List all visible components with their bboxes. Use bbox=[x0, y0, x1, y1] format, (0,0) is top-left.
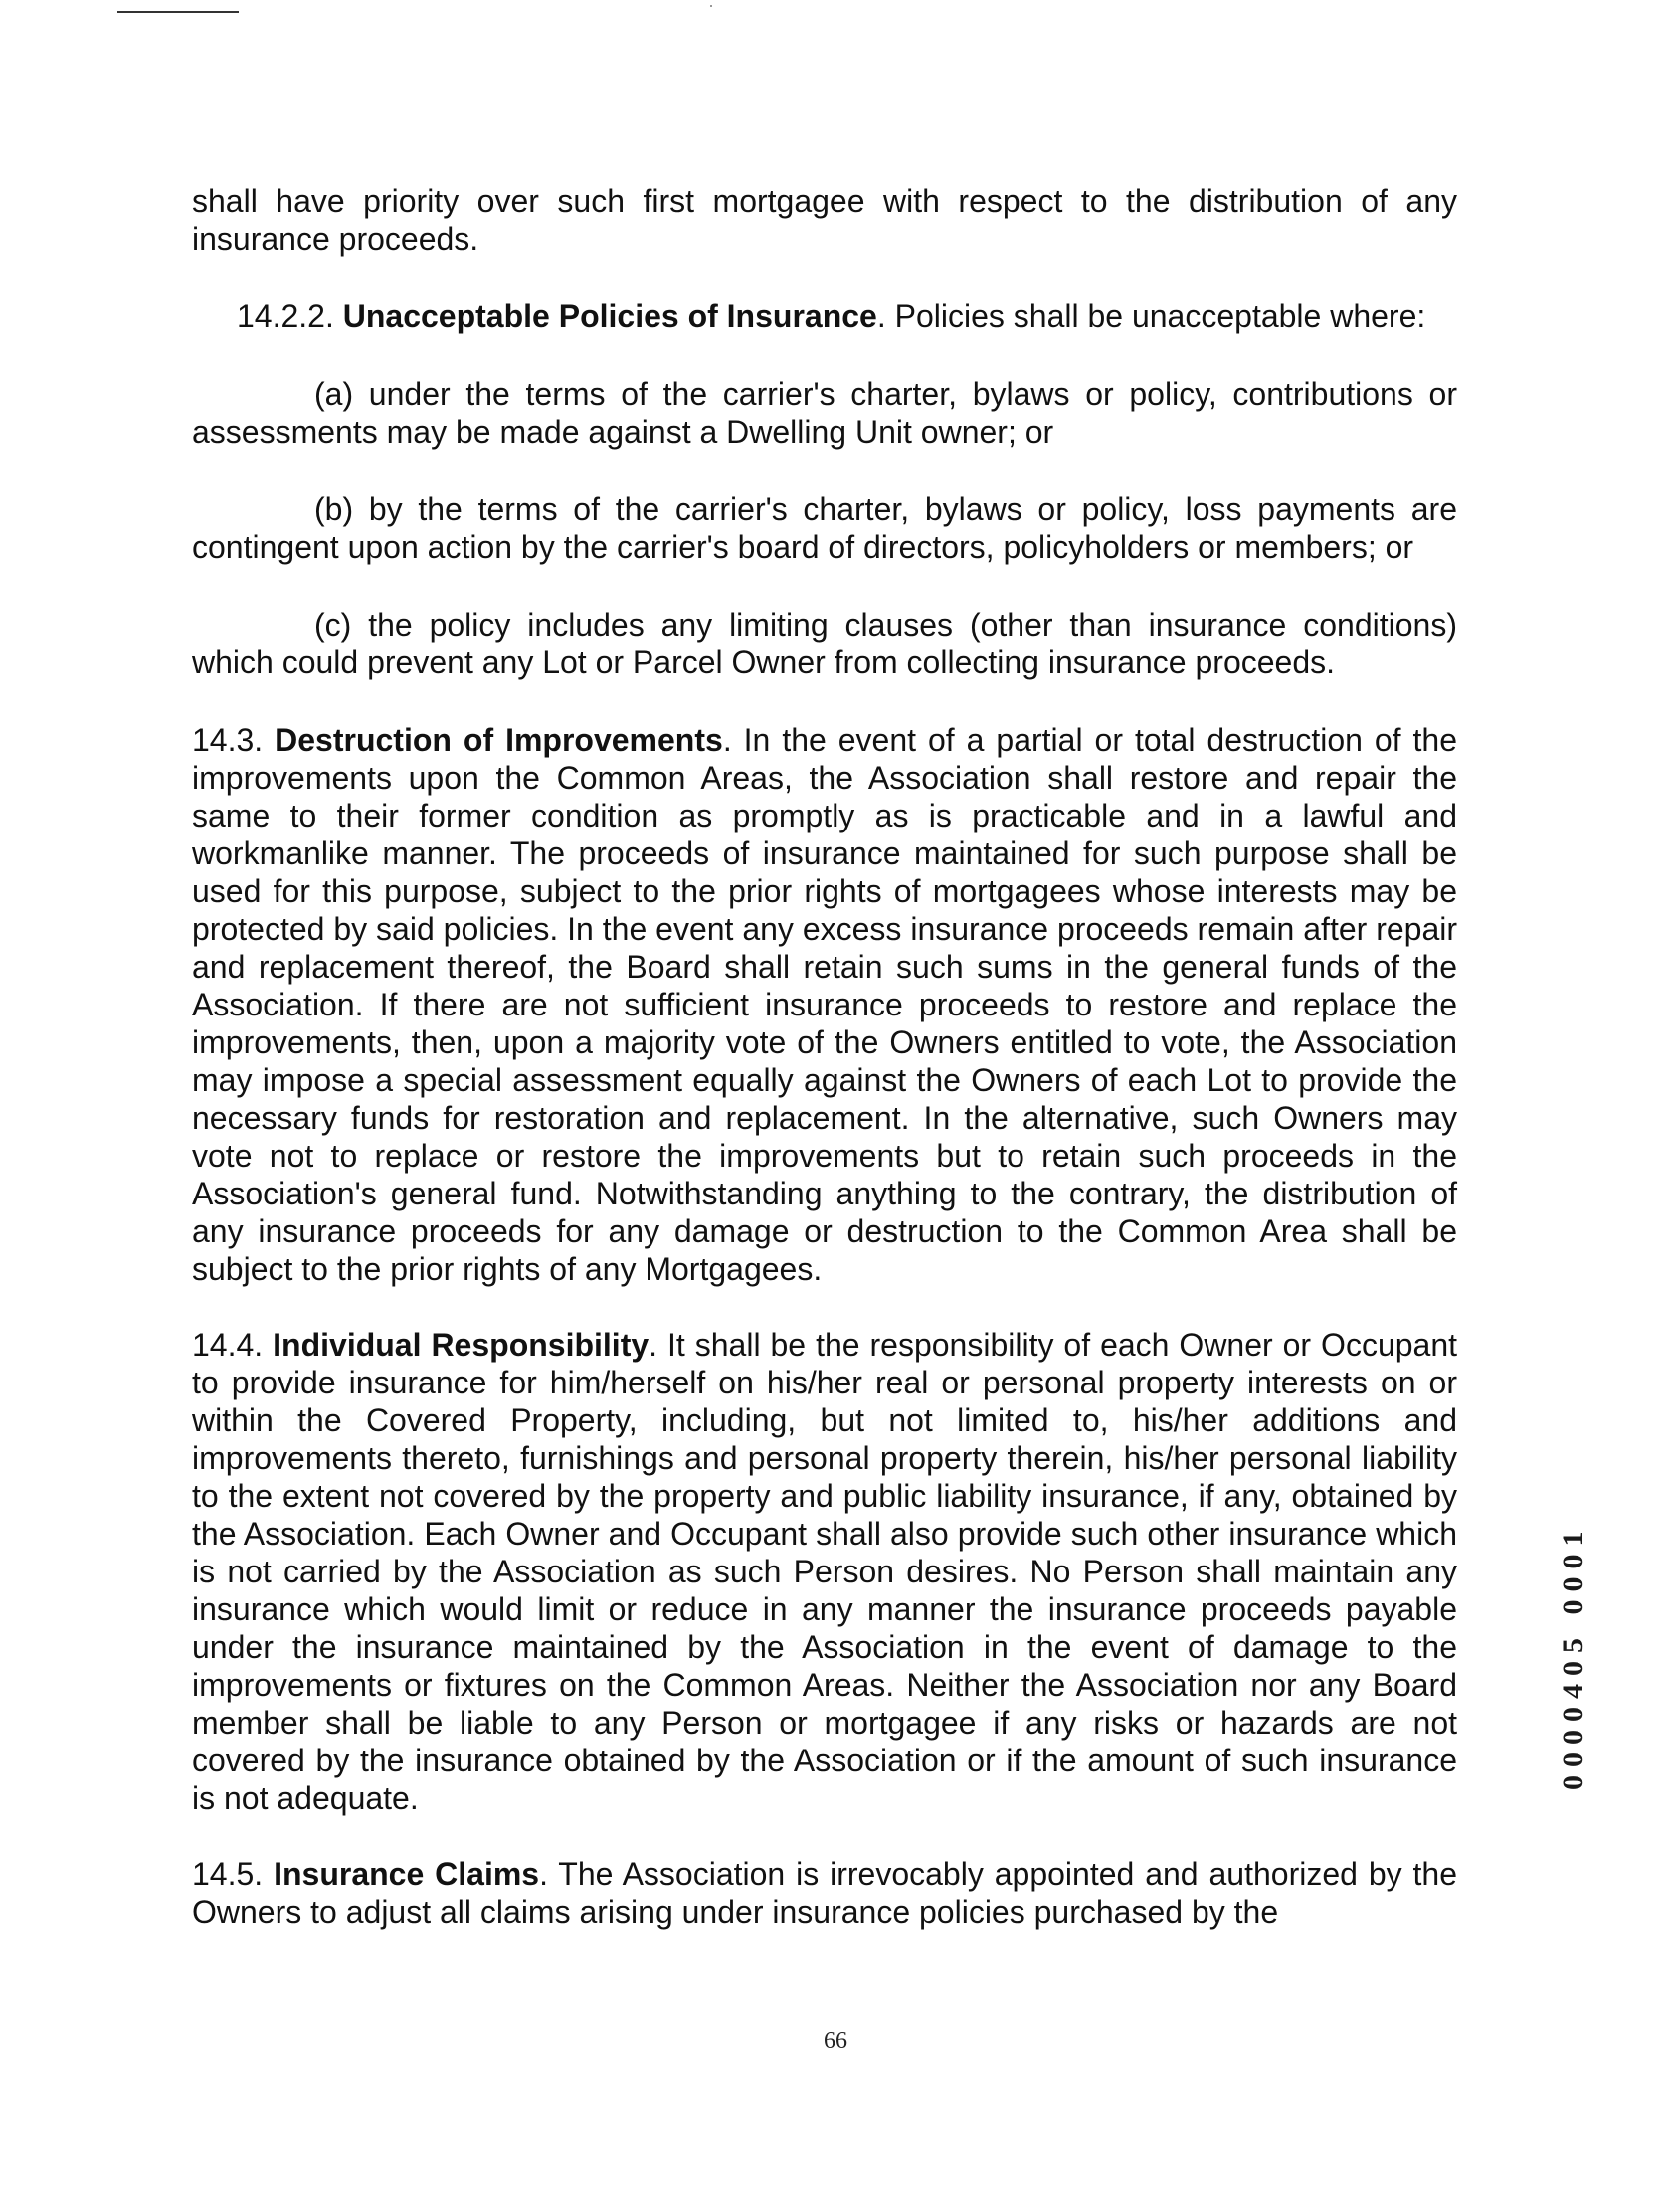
section-heading: Destruction of Improvements bbox=[275, 722, 723, 758]
section-text: . It shall be the responsibility of each Owner or Occupant to provide insurance for him/herself on his/her real or personal property interests on or within the Covered Property, including, but not limited to, his/her additions and improvements thereto, furnishings and personal property therein, his/her personal liability to the extent not covered by the property and public liability insurance, if any, obtained by the Association. Each Owner and Occupant shall also provide such other insurance which is not carried by the Association as such Person desires. No Person shall maintain any insurance which would limit or reduce in any manner the insurance proceeds payable under the insurance maintained by the Association in the event of damage to the improvements or fixtures on the Common Areas. Neither the Association nor any Board member shall be liable to any Person or mortgagee if any risks or hazards are not covered by the insurance obtained by the Association or if the amount of such insurance is not adequate. bbox=[192, 1327, 1458, 1816]
section-number: 14.2.2. bbox=[237, 298, 343, 334]
section-heading: Insurance Claims bbox=[274, 1856, 540, 1892]
section-text: . Policies shall be unacceptable where: bbox=[876, 298, 1426, 334]
document-body bbox=[192, 182, 1457, 1970]
page-number: 66 bbox=[824, 2028, 847, 2054]
margin-stamp: 0000405 0001 bbox=[1557, 1523, 1589, 1790]
list-item-text: (c) the policy includes any limiting clauses (other than insurance conditions) which could prevent any Lot or Parcel Owner from collecting insurance proceeds. bbox=[192, 607, 1457, 680]
scan-speck bbox=[710, 5, 712, 7]
list-item-text: (a) under the terms of the carrier's charter, bylaws or policy, contributions or assessments may be made against a Dwelling Unit owner; or bbox=[192, 376, 1457, 450]
list-item-a bbox=[192, 375, 1457, 451]
section-number: 14.4. bbox=[192, 1327, 274, 1363]
list-item-b bbox=[192, 490, 1457, 566]
section-text: . In the event of a partial or total destruction of the improvements upon the Common Areas, the Association shall restore and repair the same to their former condition as promptly as is practicable and in a lawful and workmanlike manner. The proceeds of insurance maintained for such purpose shall be used for this purpose, subject to the prior rights of mortgagees whose interests may be protected by said policies. In the event any excess insurance proceeds remain after repair and replacement thereof, the Board shall retain such sums in the general funds of the Association. If there are not sufficient insurance proceeds to restore and replace the improvements, then, upon a majority vote of the Owners entitled to vote, the Association may impose a special assessment equally against the Owners of each Lot to provide the necessary funds for restoration and replacement. In the alternative, such Owners may vote not to replace or restore the improvements but to retain such proceeds in the Association's general fund. Notwithstanding anything to the contrary, the distribution of any insurance proceeds for any damage or destruction to the Common Area shall be subject to the prior rights of any Mortgagees. bbox=[192, 722, 1458, 1287]
section-14-4 bbox=[192, 1326, 1457, 1817]
section-14-5 bbox=[192, 1855, 1457, 1931]
list-item-text: (b) by the terms of the carrier's charter, bylaws or policy, loss payments are contingent upon action by the carrier's board of directors, policyholders or members; or bbox=[192, 491, 1457, 565]
paragraph-carryover bbox=[192, 182, 1457, 258]
section-heading: Individual Responsibility bbox=[273, 1327, 650, 1363]
list-item-c bbox=[192, 606, 1457, 681]
section-heading: Unacceptable Policies of Insurance bbox=[342, 298, 877, 334]
section-text: . The Association is irrevocably appointed and authorized by the Owners to adjust all claims arising under insurance policies purchased by the bbox=[192, 1856, 1458, 1930]
section-14-2-2 bbox=[192, 297, 1457, 335]
header-rule bbox=[117, 11, 239, 13]
section-14-3 bbox=[192, 721, 1457, 1288]
paragraph-text: shall have priority over such first mortgagee with respect to the distribution of any insurance proceeds. bbox=[192, 183, 1457, 257]
section-number: 14.3. bbox=[192, 722, 276, 758]
section-number: 14.5. bbox=[192, 1856, 275, 1892]
